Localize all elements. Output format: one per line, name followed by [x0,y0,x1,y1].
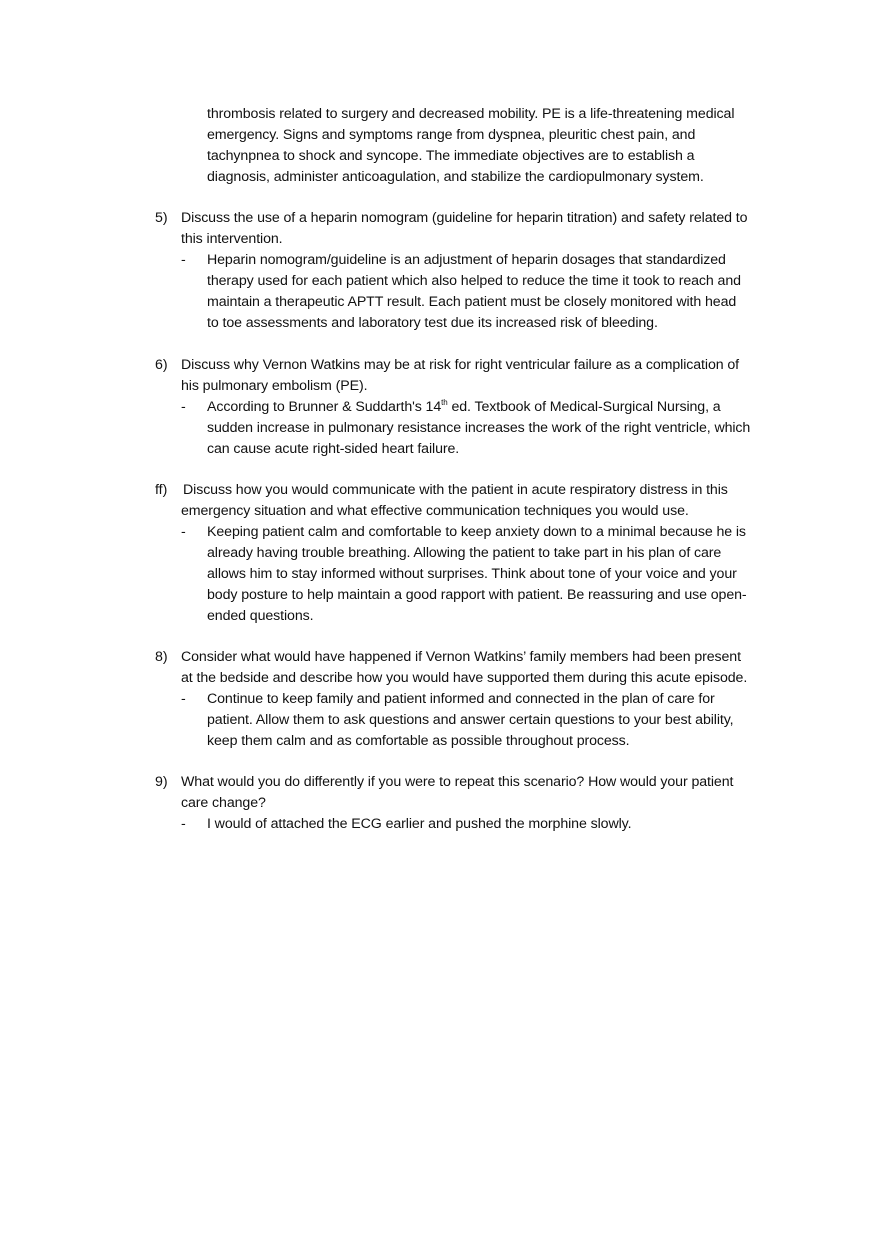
superscript: th [441,398,448,407]
intro-line: tachynpnea to shock and syncope. The immediate objectives are to establish a [207,148,695,164]
answer-line: maintain a therapeutic APTT result. Each patient must be closely monitored with head [207,294,737,310]
answer-line: Continue to keep family and patient informed and connected in the plan of care for [207,691,715,707]
answer-text: According to Brunner & Suddarth's 14 [207,399,442,415]
question-line: What would you do differently if you were to repeat this scenario? How would your patient [181,774,734,790]
bullet-dash: - [181,399,186,415]
intro-line: diagnosis, administer anticoagulation, and stabilize the cardiopulmonary system. [207,169,704,185]
item-number: 6) [155,357,168,373]
answer-line: ended questions. [207,608,314,624]
answer-line: to toe assessments and laboratory test due its increased risk of bleeding. [207,315,658,331]
answer-line: patient. Allow them to ask questions and answer certain questions to your best ability, [207,712,734,728]
question-line: emergency situation and what effective communication techniques you would use. [181,503,689,519]
item-number: ff) [155,482,168,498]
answer-line: allows him to stay informed without surprises. Think about tone of your voice and your [207,566,737,582]
answer-line: keep them calm and as comfortable as possible throughout process. [207,733,630,749]
answer-line: I would of attached the ECG earlier and pushed the morphine slowly. [207,816,632,832]
question-line: this intervention. [181,231,283,247]
question-line: Discuss how you would communicate with the patient in acute respiratory distress in this [183,482,728,498]
question-line: at the bedside and describe how you would have supported them during this acute episode. [181,670,748,686]
question-line: care change? [181,795,266,811]
item-number: 5) [155,210,168,226]
answer-line: sudden increase in pulmonary resistance increases the work of the right ventricle, which [207,420,751,436]
intro-line: emergency. Signs and symptoms range from dyspnea, pleuritic chest pain, and [207,127,696,143]
bullet-dash: - [181,816,186,832]
question-line: Discuss why Vernon Watkins may be at risk for right ventricular failure as a complication of [181,357,739,373]
item-number: 9) [155,774,168,790]
answer-line: can cause acute right-sided heart failure. [207,441,460,457]
answer-line: Heparin nomogram/guideline is an adjustment of heparin dosages that standardized [207,252,726,268]
bullet-dash: - [181,252,186,268]
item-number: 8) [155,649,168,665]
answer-line [207,397,721,418]
question-line: Consider what would have happened if Vernon Watkins’ family members had been present [181,649,741,665]
question-line: his pulmonary embolism (PE). [181,378,368,394]
answer-line: already having trouble breathing. Allowing the patient to take part in his plan of care [207,545,722,561]
intro-line: thrombosis related to surgery and decreased mobility. PE is a life-threatening medical [207,106,735,122]
bullet-dash: - [181,524,186,540]
bullet-dash: - [181,691,186,707]
answer-text: ed. Textbook of Medical-Surgical Nursing, a [447,399,721,415]
answer-line: Keeping patient calm and comfortable to keep anxiety down to a minimal because he is [207,524,746,540]
answer-line: body posture to help maintain a good rapport with patient. Be reassuring and use open- [207,587,747,603]
question-line: Discuss the use of a heparin nomogram (guideline for heparin titration) and safety related to [181,210,748,226]
answer-line: therapy used for each patient which also helped to reduce the time it took to reach and [207,273,741,289]
